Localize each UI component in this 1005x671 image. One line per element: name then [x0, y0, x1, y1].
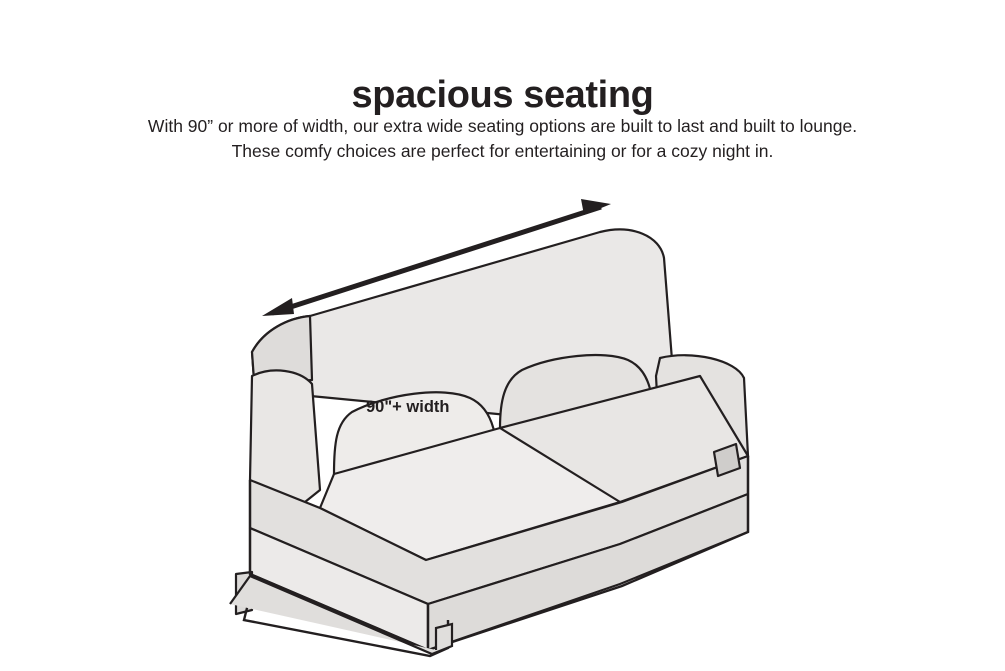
- width-dimension-label: 90"+ width: [366, 398, 450, 416]
- description-text: [0, 114, 1005, 165]
- sofa-illustration: [0, 180, 1005, 660]
- sofa-drawing: [0, 180, 1005, 660]
- page-title: spacious seating: [351, 74, 654, 117]
- description-line-2: These comfy choices are perfect for entertaining or for a cozy night in.: [231, 141, 774, 162]
- description-line-1: With 90” or more of width, our extra wide seating options are built to last and built to lounge.: [147, 116, 858, 136]
